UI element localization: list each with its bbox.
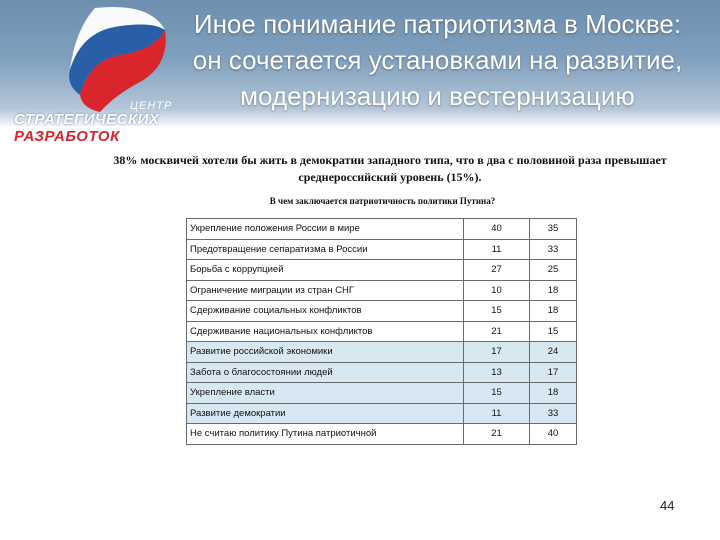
value-col2: 18 [530,301,577,322]
value-col2: 17 [530,362,577,383]
row-label: Не считаю политику Путина патриотичной [187,424,464,445]
value-col1: 21 [464,321,530,342]
table-row [187,321,577,342]
page-title: Иное понимание патриотизма в Москве: он сочетается установками на развитие, модернизацию и вестернизацию [192,9,683,111]
table-row [187,280,577,301]
subtitle-text: 38% москвичей хотели бы жить в демократии западного типа, что в два с половиной раза превышает среднероссийский уровень (15%). [113,153,667,184]
value-col2: 33 [530,403,577,424]
table-row [187,301,577,322]
table-row [187,260,577,281]
value-col2: 18 [530,383,577,404]
row-label: Развитие российской экономики [187,342,464,363]
row-label: Укрепление положения России в мире [187,219,464,240]
table-row [187,342,577,363]
value-col2: 35 [530,219,577,240]
table-row [187,239,577,260]
value-col1: 15 [464,301,530,322]
logo-text-line1: СТРАТЕГИЧЕСКИХ [14,111,160,128]
table-row [187,362,577,383]
value-col1: 40 [464,219,530,240]
value-col1: 27 [464,260,530,281]
table-row [187,403,577,424]
row-label: Укрепление власти [187,383,464,404]
value-col2: 15 [530,321,577,342]
value-col2: 40 [530,424,577,445]
row-label: Сдерживание национальных конфликтов [187,321,464,342]
value-col2: 25 [530,260,577,281]
value-col1: 11 [464,239,530,260]
table-row [187,424,577,445]
results-table [186,218,577,445]
value-col2: 33 [530,239,577,260]
value-col1: 15 [464,383,530,404]
row-label: Сдерживание социальных конфликтов [187,301,464,322]
value-col1: 21 [464,424,530,445]
row-label: Ограничение миграции из стран СНГ [187,280,464,301]
value-col1: 13 [464,362,530,383]
table-question: В чем заключается патриотичность политики Путина? [269,196,496,206]
row-label: Забота о благосостоянии людей [187,362,464,383]
row-label: Борьба с коррупцией [187,260,464,281]
value-col1: 10 [464,280,530,301]
slide-header [0,0,720,128]
value-col2: 24 [530,342,577,363]
value-col2: 18 [530,280,577,301]
value-col1: 11 [464,403,530,424]
value-col1: 17 [464,342,530,363]
row-label: Предотвращение сепаратизма в России [187,239,464,260]
logo-center-text: ЦЕНТР [130,100,173,112]
row-label: Развитие демократии [187,403,464,424]
table-row [187,383,577,404]
table-row [187,219,577,240]
page-number: 44 [660,498,675,513]
logo-text-line2: РАЗРАБОТОК [14,128,120,145]
